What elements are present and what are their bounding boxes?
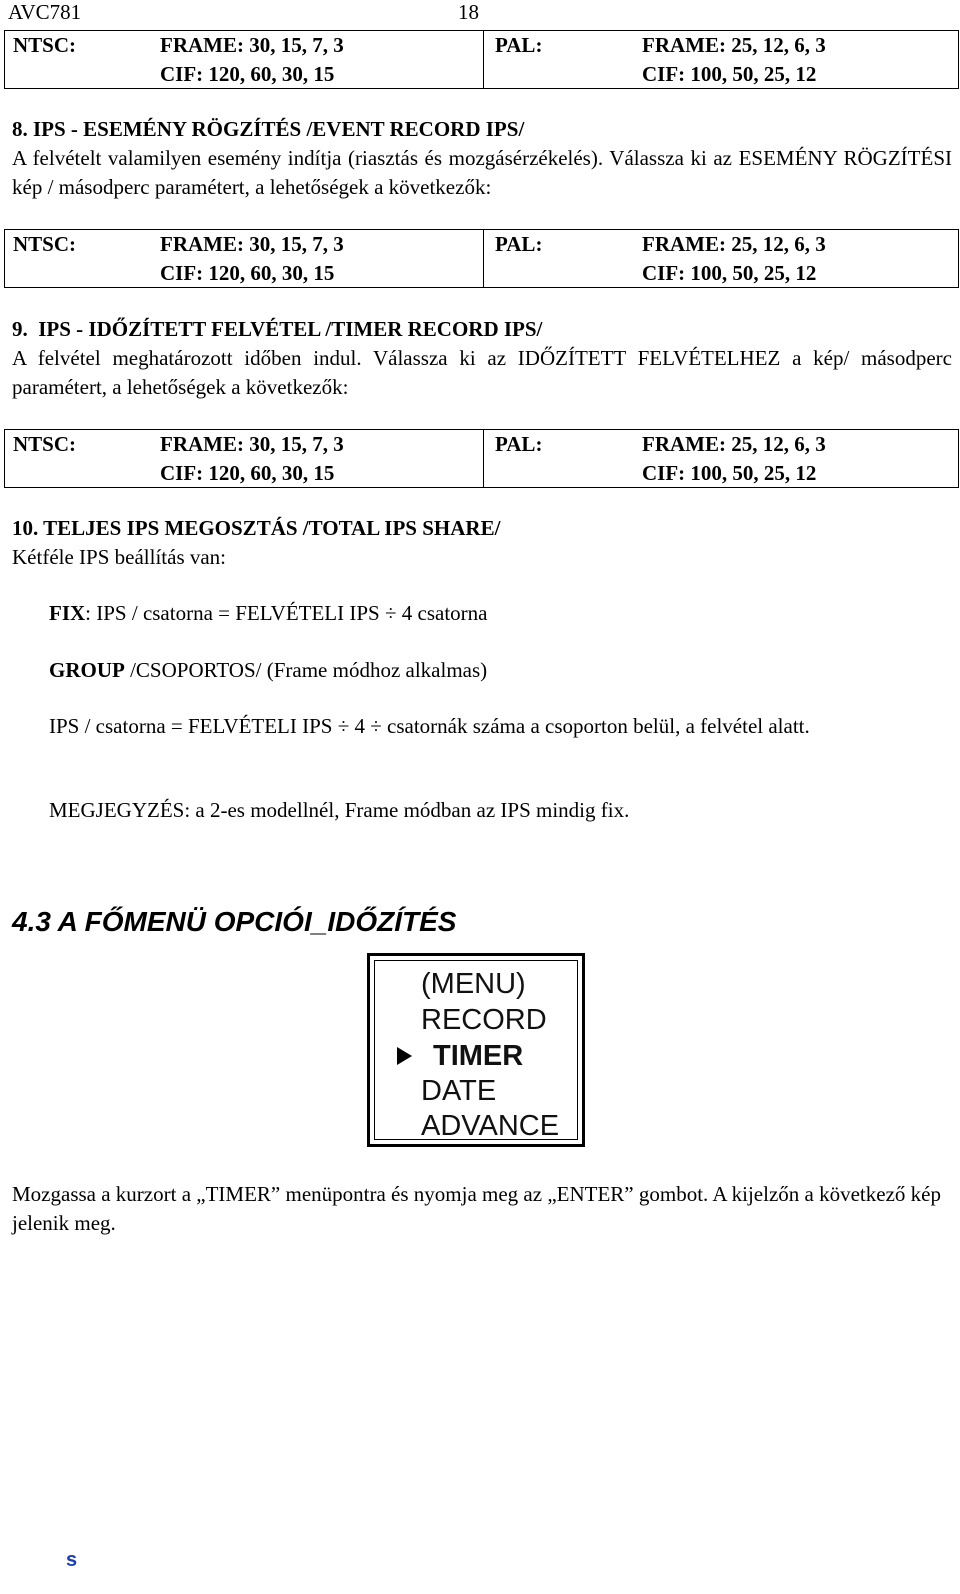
spec-table-timer <box>4 429 959 488</box>
group-text: /CSOPORTOS/ (Frame módhoz alkalmas) <box>124 658 488 682</box>
closing-instructions: Mozgassa a kurzort a „TIMER” menüpontra és nyomja meg az „ENTER” gombot. A kijelzőn a következő kép jelenik meg. <box>12 1182 941 1235</box>
pal-values <box>642 230 826 288</box>
pal-cell <box>483 430 958 487</box>
menu-title: (MENU) <box>421 968 526 1000</box>
ntsc-frame-values: FRAME: 30, 15, 7, 3 <box>160 432 344 456</box>
spec-table-event <box>4 229 959 288</box>
fix-text: : IPS / csatorna = FELVÉTELI IPS ÷ 4 csatorna <box>85 601 488 625</box>
ntsc-cif-values: CIF: 120, 60, 30, 15 <box>160 461 335 485</box>
main-menu-screenshot <box>367 953 585 1147</box>
ntsc-cif-values: CIF: 120, 60, 30, 15 <box>160 261 335 285</box>
section-9-body: A felvétel meghatározott időben indul. Válassza ki az IDŐZÍTETT FELVÉTELHEZ a kép/ másodperc paramétert, a lehetőségek a következők: <box>12 346 952 399</box>
pal-cell <box>483 31 958 88</box>
pal-values <box>642 430 826 488</box>
menu-frame <box>374 960 578 1140</box>
model-note: MEGJEGYZÉS: a 2-es modellnél, Frame módban az IPS mindig fix. <box>49 798 630 822</box>
section-8-heading: 8. IPS - ESEMÉNY RÖGZÍTÉS /EVENT RECORD IPS/ <box>12 117 525 141</box>
pal-frame-values: FRAME: 25, 12, 6, 3 <box>642 432 826 456</box>
menu-item-date: DATE <box>421 1075 497 1107</box>
footer-mark: s <box>66 1549 78 1571</box>
ntsc-label: NTSC: <box>13 232 77 256</box>
ntsc-values <box>160 230 344 288</box>
ntsc-label: NTSC: <box>13 432 77 456</box>
ntsc-values <box>160 430 344 488</box>
section-10-intro: Kétféle IPS beállítás van: <box>12 545 227 569</box>
pal-label: PAL: <box>495 232 543 256</box>
menu-item-record: RECORD <box>421 1004 547 1036</box>
pal-cif-values: CIF: 100, 50, 25, 12 <box>642 62 817 86</box>
ntsc-cell <box>5 31 484 88</box>
ntsc-cif-values: CIF: 120, 60, 30, 15 <box>160 62 335 86</box>
pal-label: PAL: <box>495 432 543 456</box>
ntsc-label: NTSC: <box>13 33 77 57</box>
group-formula: IPS / csatorna = FELVÉTELI IPS ÷ 4 ÷ csatornák száma a csoporton belül, a felvétel alatt. <box>49 714 810 738</box>
ntsc-cell <box>5 430 484 487</box>
pal-cif-values: CIF: 100, 50, 25, 12 <box>642 261 817 285</box>
group-label: GROUP <box>49 658 125 682</box>
ntsc-values <box>160 31 344 89</box>
ntsc-cell <box>5 230 484 287</box>
section-4-3-title: 4.3 A FŐMENÜ OPCIÓI_IDŐZÍTÉS <box>12 906 457 937</box>
document-id: AVC781 <box>8 0 82 24</box>
page-number: 18 <box>458 0 479 24</box>
pal-cif-values: CIF: 100, 50, 25, 12 <box>642 461 817 485</box>
pal-frame-values: FRAME: 25, 12, 6, 3 <box>642 33 826 57</box>
spec-table-top <box>4 30 959 89</box>
section-8-body: A felvételt valamilyen esemény indítja (riasztás és mozgásérzékelés). Válassza ki az ESEMÉNY RÖGZÍTÉSI kép / másodperc paramétert, a lehetőségek a következők: <box>12 146 952 199</box>
section-9-heading: 9. IPS - IDŐZÍTETT FELVÉTEL /TIMER RECORD IPS/ <box>12 317 543 341</box>
menu-item-timer: TIMER <box>433 1040 524 1072</box>
pal-label: PAL: <box>495 33 543 57</box>
pal-frame-values: FRAME: 25, 12, 6, 3 <box>642 232 826 256</box>
section-10-heading: 10. TELJES IPS MEGOSZTÁS /TOTAL IPS SHARE/ <box>12 516 501 540</box>
pal-cell <box>483 230 958 287</box>
ntsc-frame-values: FRAME: 30, 15, 7, 3 <box>160 33 344 57</box>
ntsc-frame-values: FRAME: 30, 15, 7, 3 <box>160 232 344 256</box>
group-rule <box>49 656 952 685</box>
fix-label: FIX <box>49 601 86 625</box>
selection-arrow-icon <box>397 1047 412 1065</box>
menu-item-advance: ADVANCE <box>421 1110 560 1142</box>
fix-rule <box>49 599 952 628</box>
pal-values <box>642 31 826 89</box>
